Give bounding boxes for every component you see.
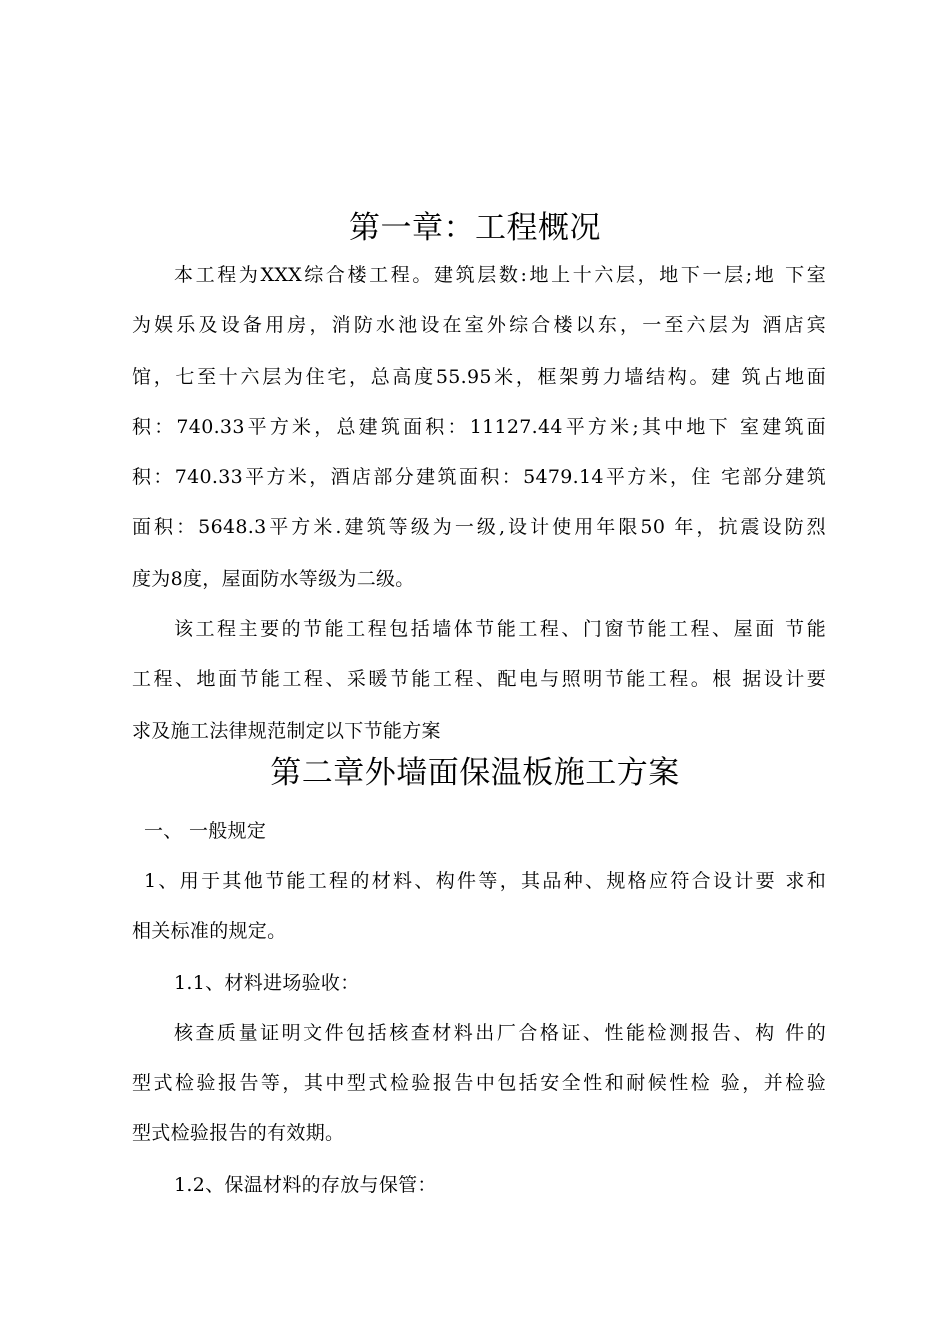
paragraph-line: 1、用于其他节能工程的材料、构件等，其品种、规格应符合设计要 求和 — [144, 870, 826, 892]
paragraph-line: 馆，七至十六层为住宅，总高度55.95米，框架剪力墙结构。建 筑占地面 — [132, 366, 826, 388]
paragraph-line: 型式检验报告等，其中型式检验报告中包括安全性和耐候性检 验，并检验 — [132, 1072, 826, 1094]
paragraph-line: 本工程为XXX综合楼工程。建筑层数:地上十六层，地下一层;地 下室 — [174, 264, 826, 286]
paragraph-line: 积：740.33平方米，总建筑面积：11127.44平方米;其中地下 室建筑面 — [132, 416, 826, 438]
subsection-heading: 1.1、材料进场验收： — [174, 972, 360, 994]
paragraph-line: 型式检验报告的有效期。 — [132, 1122, 345, 1144]
paragraph-line: 度为8度，屋面防水等级为二级。 — [132, 568, 415, 590]
subsection-heading: 1.2、保温材料的存放与保管： — [174, 1174, 437, 1196]
chapter-2-title: 第二章外墙面保温板施工方案 — [270, 755, 680, 791]
paragraph-line: 该工程主要的节能工程包括墙体节能工程、门窗节能工程、屋面 节能 — [174, 618, 826, 640]
paragraph-line: 相关标准的规定。 — [132, 920, 287, 942]
paragraph-line: 积：740.33平方米，酒店部分建筑面积：5479.14平方米，住 宅部分建筑 — [132, 466, 826, 488]
paragraph-line: 面积：5648.3平方米.建筑等级为一级,设计使用年限50 年，抗震设防烈 — [132, 516, 826, 538]
section-heading: 一、 一般规定 — [144, 820, 267, 842]
chapter-1-title: 第一章：工程概况 — [349, 210, 601, 246]
paragraph-line: 为娱乐及设备用房，消防水池设在室外综合楼以东，一至六层为 酒店宾 — [132, 314, 826, 336]
paragraph-line: 求及施工法律规范制定以下节能方案 — [132, 720, 441, 742]
paragraph-line: 核查质量证明文件包括核查材料出厂合格证、性能检测报告、构 件的 — [174, 1022, 826, 1044]
paragraph-line: 工程、地面节能工程、采暖节能工程、配电与照明节能工程。根 据设计要 — [132, 668, 826, 690]
